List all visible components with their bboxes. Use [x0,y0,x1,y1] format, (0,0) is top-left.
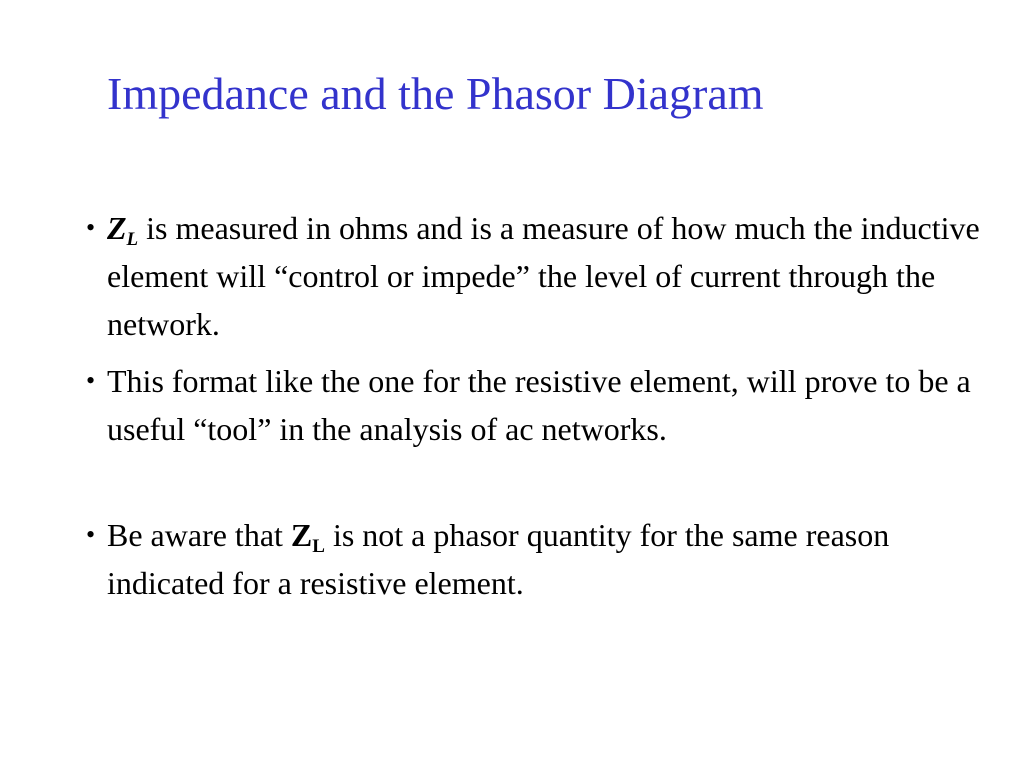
bullet-item [86,511,1007,607]
impedance-symbol [290,517,325,557]
impedance-symbol-letter: Z [107,210,127,246]
impedance-symbol-subscript: L [312,536,325,557]
bullet-prefix: Be aware that [107,517,291,553]
bullet-text: is measured in ohms and is a measure of how much the inductive element will “control or impede” the level of current through the network. [107,210,980,342]
impedance-symbol-letter: Z [290,517,313,553]
bullet-item [86,357,1007,453]
bullet-marker: • [86,213,96,242]
impedance-symbol [107,210,139,250]
impedance-symbol-subscript: L [126,229,139,250]
bullet-marker: • [86,520,96,549]
slide-title: Impedance and the Phasor Diagram [107,68,764,119]
bullet-text: This format like the one for the resistive element, will prove to be a useful “tool” in the analysis of ac networks. [107,363,971,447]
bullet-item [86,204,1007,348]
bullet-text: is not a phasor quantity for the same reason indicated for a resistive element. [107,517,890,601]
bullet-marker: • [86,366,96,395]
